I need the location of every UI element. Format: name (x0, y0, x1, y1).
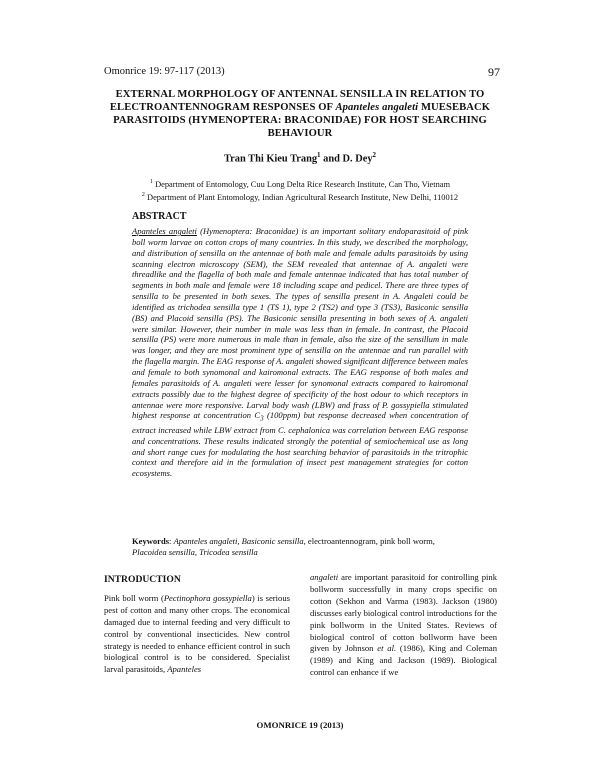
affiliation-2-mark: 2 (141, 192, 145, 199)
abstract-text-1: (Hymenoptera: Braconidae) is an important solitary endoparasitoid of pink boll worm larvae on cotton crops of many countries. In this study, we described the morphology, and distribution of sensilla on the antennae of both male and female adults parasitoids by using scanning electron microscopy (SEM), the SEM revealed that antennae of A. angaleti were threadlike and the flagella of both male and female antennae indicated that has total number of segments in both male and female were 18 including scape and pedicel. There are three types of sensilla to be presented in both sexes. The types of sensilla present in A. Angaleti could be identified as trichodea sensilla type 1 (TS 1), type 2 (TS2) and type 3 (TS3), Basiconic sensilla (BS) and Placoid sensilla (PS). The Basiconic sensilla presenting in both sexes of A. angaleti were similar. However, their number in male was less than in female. In contrast, the Placoid sensilla (PS) were more numerous in male than in female, also the size of the sensillum in male was longer, and they are most prominent type of sensilla on the antennae and run parallel with the flagella margin. The EAG response of A. angaleti showed significant difference between males and female to both synomonal and kairomonal extracts. The EAG response of both males and females parasitoids of A. angaleti were lesser for synomonal extracts compared to kairomonal extracts possibly due to the highest degree of specificity of the host odour to which receptors in antennae were more responsive. Larval body wash (LBW) and frass of P. gossypiella stimulated highest response at concentration C (132, 226, 468, 421)
keywords-label: Keywords (132, 536, 170, 546)
running-head: Omonrice 19: 97-117 (2013) (104, 66, 225, 77)
keywords-colon: : (169, 536, 174, 546)
affiliation-2-text: Department of Plant Entomology, Indian Agricultural Research Institute, New Delhi, 110012 (144, 193, 459, 203)
keywords (132, 536, 468, 558)
author-1: Tran Thi Kieu Trang (223, 153, 318, 165)
title-part-2: MUESEBACK PARASITOIDS (HYMENOPTERA: BRACONIDAE) FOR HOST SEARCHING BEHAVIOUR (113, 102, 491, 139)
intro-right-species: angaleti (310, 572, 339, 582)
intro-right-post: (1986), King and Coleman (1989) and King and Jackson (1989). Biological control can enhance if we (310, 643, 497, 678)
affiliation-1-text: Department of Entomology, Cuu Long Delta Rice Research Institute, Can Tho, Vietnam (152, 179, 451, 189)
abstract-body (132, 226, 468, 479)
author-2-affil-mark: 2 (372, 151, 377, 159)
affiliation-1 (100, 177, 500, 190)
page-number: 97 (488, 65, 500, 79)
intro-left-column (104, 574, 290, 676)
intro-paragraph-left (104, 593, 290, 676)
title-species: Apanteles angaleti (335, 102, 419, 113)
intro-paragraph-right (310, 572, 497, 679)
introduction-heading: INTRODUCTION (104, 574, 181, 585)
affiliations (100, 177, 500, 204)
intro-left-post: ) is serious pest of cotton and many other crops. The economical damaged due to internal feeding and very difficult to control by conventional insecticides. New control strategy is needed to enhance efficient control in such biological control is to be considered. Specialist larval parasitoids, (104, 592, 290, 675)
author-line (100, 151, 500, 164)
keywords-plain-1: , electroantennogram, pink boll worm, (303, 536, 435, 546)
keywords-italic-1: Apanteles angaleti, Basiconic sensilla (173, 536, 304, 546)
intro-left-species-2: Apanteles (167, 664, 202, 675)
abstract-lead-species: Apanteles angaleti (132, 226, 197, 236)
title-part-1: EXTERNAL MORPHOLOGY OF ANTENNAL SENSILLA IN RELATION TO ELECTROANTENNOGRAM RESPONSES OF (109, 89, 485, 113)
affiliation-1-mark: 1 (149, 179, 153, 185)
author-2: D. Dey (342, 153, 373, 165)
abstract-subscript: 3 (260, 415, 264, 424)
article-title (100, 88, 500, 140)
author-1-affil-mark: 1 (317, 151, 321, 159)
intro-left-pre: Pink boll worm ( (104, 592, 164, 603)
intro-right-etal: et al. (377, 643, 397, 654)
intro-right-pre: are important parasitoid for controlling pink bollworm successfully in many crops specific on cotton (Sekhon and Varma (1983). Jackson (1980) discusses early biological control introductions for the pink bollworm in the United States. Reviews of biological control of cotton bollworm have been given by Johnson (310, 572, 497, 654)
intro-left-species: Pectinophora gossypiella (163, 592, 252, 603)
abstract-heading: ABSTRACT (132, 211, 187, 222)
page-footer: OMONRICE 19 (2013) (256, 720, 344, 730)
intro-right-column (310, 572, 497, 679)
affiliation-2 (100, 190, 500, 203)
abstract-text-2: (100ppm) but response decreased when concentration of extract increased while LBW extract from C. cephalonica was correlation between EAG response and concentrations. These results indicated strongly the potential of semiochemical use as long and short range cues for modulating the host searching behavior of parasitoids in the tritrophic context and therefore aid in the formulation of insect pest management strategies for cotton ecosystems. (132, 410, 469, 479)
keywords-italic-2: Placoidea sensilla, Tricodea sensilla (132, 547, 258, 557)
author-joiner: and (320, 153, 343, 165)
